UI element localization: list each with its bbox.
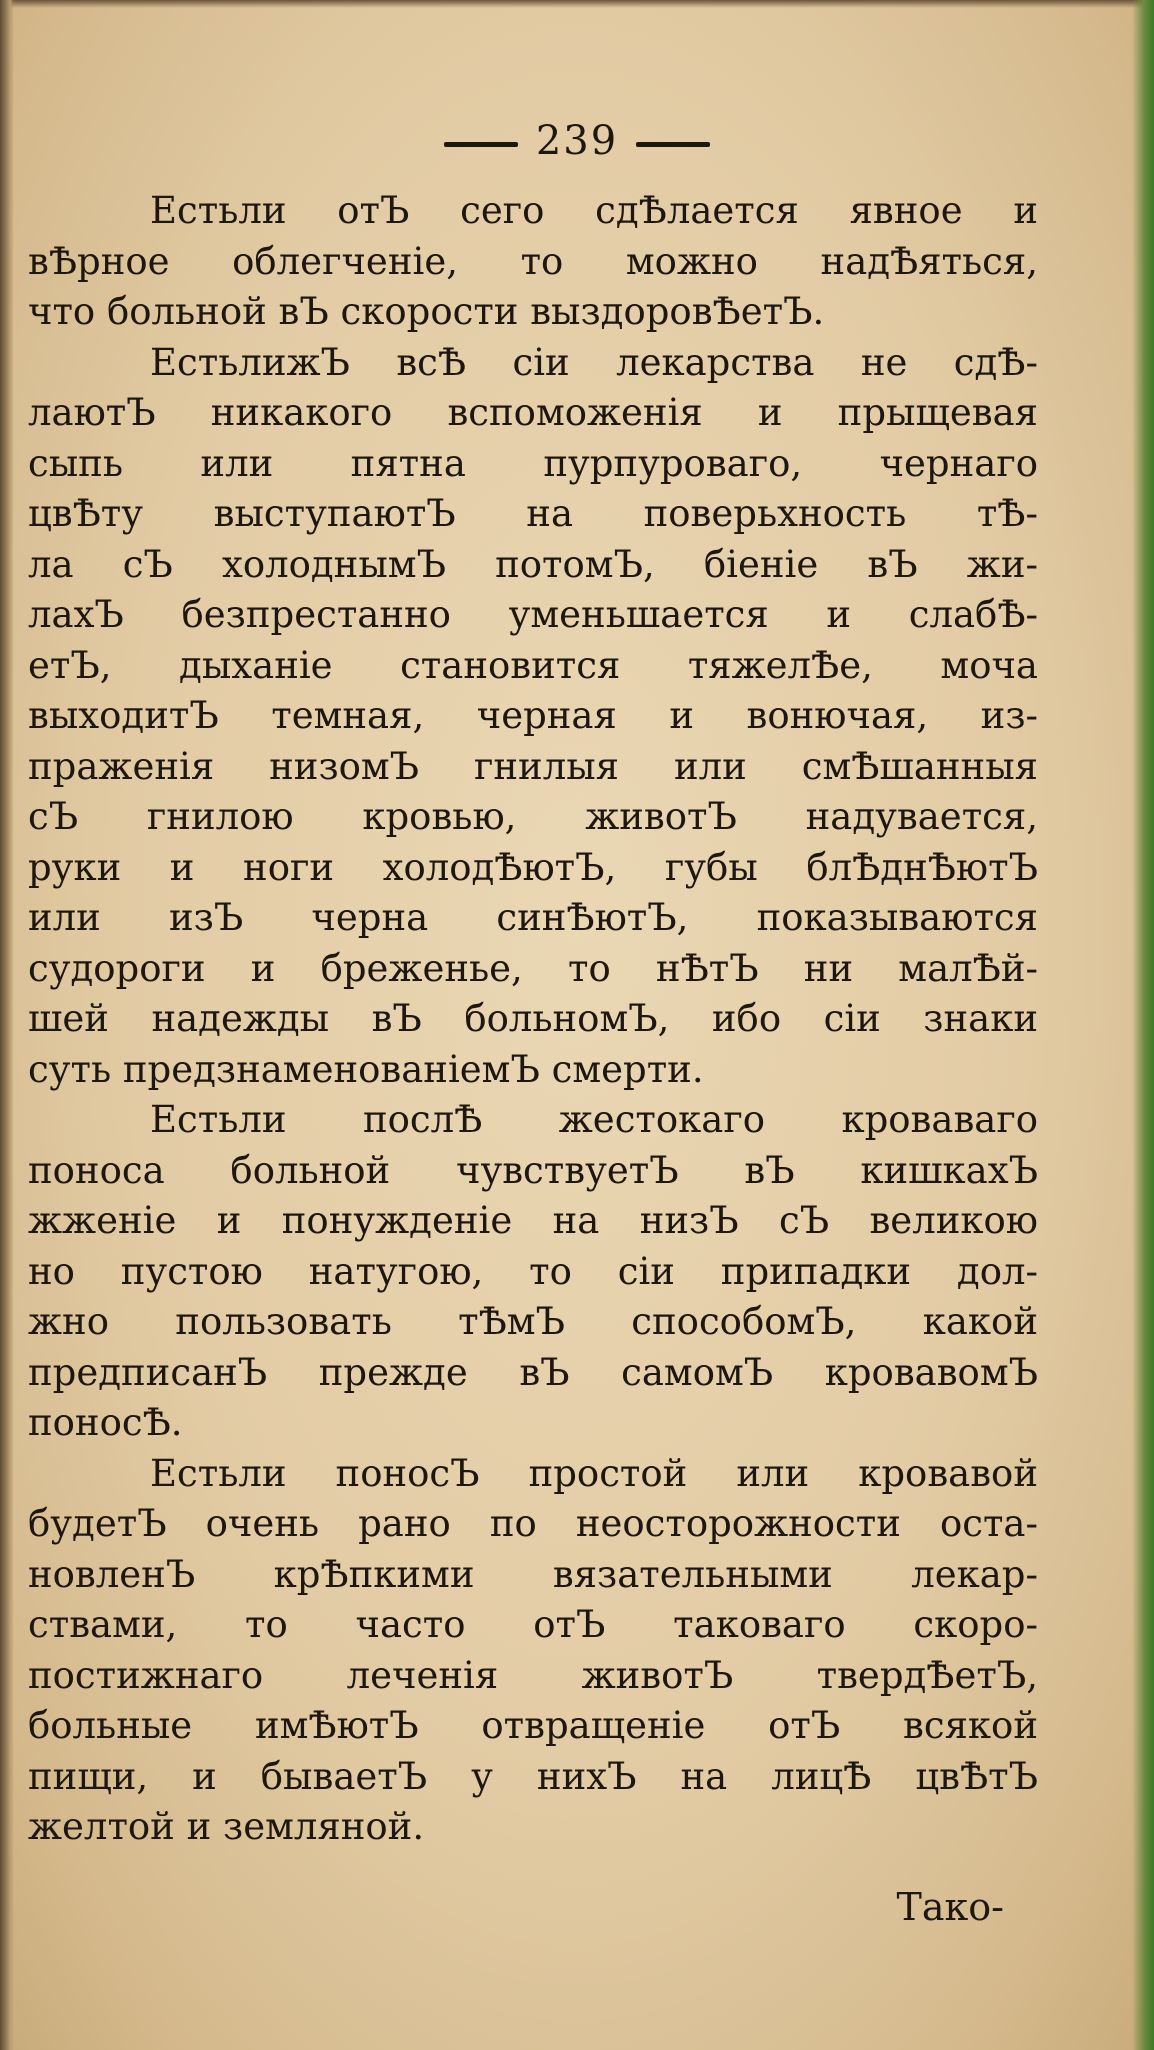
text-line: шей надежды вЪ больномЪ, ибо сіи знаки (28, 997, 1038, 1040)
text-line: но пустою натугою, то сіи припадки дол- (28, 1249, 1038, 1293)
text-line: желтой и земляной. (28, 1805, 425, 1848)
text-line: Естьли поносЪ простой или кровавой (150, 1451, 1038, 1495)
text-line: етЪ, дыханіе становится тяжелѢе, моча (28, 643, 1038, 687)
text-line: или изЪ черна синѢютЪ, показываются (28, 896, 1038, 939)
text-line: сЪ гнилою кровью, животЪ надувается, (28, 795, 1038, 838)
text-line: суть предзнаменованіемЪ смерти. (28, 1047, 704, 1091)
text-line: поноса больной чувствуетЪ вЪ кишкахЪ (28, 1148, 1038, 1192)
text-line: новленЪ крѢпкими вязательными лекар- (28, 1552, 1038, 1596)
text-line: лаютЪ никакого вспоможенія и прыщевая (28, 391, 1038, 434)
header-dash-right (636, 142, 710, 147)
text-line: будетЪ очень рано по неосторожности оста- (28, 1502, 1038, 1545)
text-line: что больной вЪ скорости выздоровѢетЪ. (28, 290, 825, 333)
body-text (28, 186, 1038, 1853)
text-line: ЕстьлижЪ всѢ сіи лекарства не сдѢ- (150, 340, 1038, 384)
text-line: пищи, и бываетЪ у нихЪ на лицѢ цвѢтЪ (28, 1754, 1038, 1798)
catchword: Тако- (896, 1885, 1004, 1929)
text-line: жно пользовать тѢмЪ способомЪ, какой (28, 1300, 1038, 1343)
page-number: 239 (535, 118, 619, 164)
header-dash-left (444, 142, 518, 147)
page-right-edge (1132, 0, 1154, 2050)
text-line: сыпь или пятна пурпуроваго, чернаго (28, 441, 1038, 485)
page-header (0, 118, 1154, 164)
text-line: постижнаго леченія животЪ твердѢетЪ, (28, 1653, 1038, 1697)
text-line: больные имѢютЪ отвращеніе отЪ всякой (28, 1704, 1038, 1747)
text-line: Естьли отЪ сего сдѢлается явное и (150, 189, 1038, 232)
text-line: лахЪ безпрестанно уменьшается и слабѢ- (28, 593, 1038, 636)
page-top-edge (0, 0, 1154, 8)
text-line: цвѢту выступаютЪ на поверьхность тѢ- (28, 492, 1038, 535)
text-line: ла сЪ холоднымЪ потомЪ, біеніе вЪ жи- (28, 542, 1038, 586)
text-line: вѢрное облегченіе, то можно надѢяться, (28, 239, 1038, 283)
text-line: выходитЪ темная, черная и вонючая, из- (28, 694, 1038, 737)
page-left-edge (0, 0, 14, 2050)
text-line: руки и ноги холодѢютЪ, губы блѢднѢютЪ (28, 845, 1038, 889)
text-line: предписанЪ прежде вЪ самомЪ кровавомЪ (28, 1350, 1038, 1394)
text-line: праженія низомЪ гнилыя или смѢшанныя (28, 744, 1038, 788)
text-line: ствами, то часто отЪ таковаго скоро- (28, 1603, 1038, 1646)
text-line: жженіе и понужденіе на низЪ сЪ великою (28, 1199, 1038, 1242)
text-line: поносѢ. (28, 1401, 183, 1444)
text-line: Естьли послѢ жестокаго кроваваго (150, 1098, 1038, 1141)
text-line: судороги и бреженье, то нѢтЪ ни малѢй- (28, 946, 1038, 990)
